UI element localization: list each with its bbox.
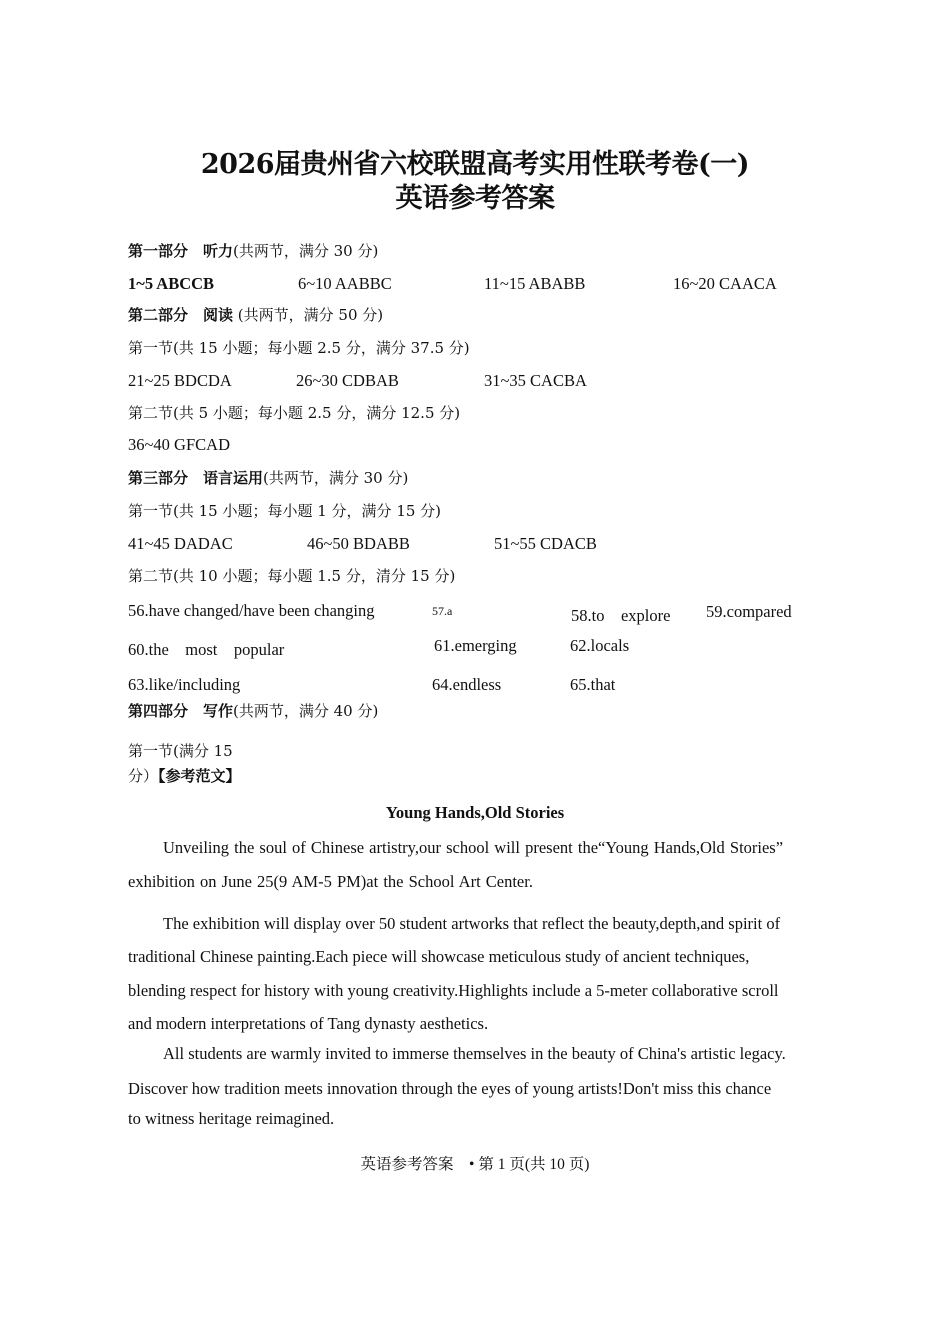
part3-heading: 第三部分 语言运用 (128, 469, 264, 487)
essay-line: blending respect for history with young creativity.Highlights include a 5-meter collaborative scroll (128, 981, 779, 1000)
fill-answer: 58.to explore (571, 606, 671, 625)
part2-header (128, 304, 383, 325)
answer-group: 21~25 BDCDA (128, 371, 232, 390)
answer-group: 36~40 GFCAD (128, 435, 230, 454)
part2-note: (共两节，满分 50 分) (233, 306, 384, 324)
answer-group: 31~35 CACBA (484, 371, 587, 390)
answer-group: 46~50 BDABB (307, 534, 410, 553)
answer-group: 1~5 ABCCB (128, 274, 215, 293)
page-footer: 英语参考答案 • 第 1 页(共 10 页) (360, 1156, 590, 1173)
essay-line: traditional Chinese painting.Each piece will showcase meticulous study of ancient techniques, (128, 947, 750, 966)
part2-section2-heading: 第二节(共 5 小题；每小题 2.5 分，满分 12.5 分) (128, 404, 461, 422)
essay-line: Discover how tradition meets innovation through the eyes of young artists!Don't miss this chance (128, 1079, 772, 1098)
part1-header (128, 240, 378, 261)
fill-answer: 56.have changed/have been changing (128, 601, 375, 620)
part3-section2-heading: 第二节(共 10 小题；每小题 1.5 分，清分 15 分) (128, 567, 456, 585)
answer-group: 6~10 AABBC (298, 274, 392, 293)
part4-heading: 第四部分 写作 (128, 702, 234, 720)
part2-section1-heading: 第一节(共 15 小题；每小题 2.5 分，满分 37.5 分) (128, 339, 470, 357)
part2-heading: 第二部分 阅读 (128, 306, 234, 324)
answer-group: 11~15 ABABB (484, 274, 586, 293)
fill-answer: 64.endless (432, 675, 502, 694)
fill-answer: 60.the most popular (128, 640, 285, 659)
answer-group: 16~20 CAACA (673, 274, 777, 293)
answer-group: 26~30 CDBAB (296, 371, 399, 390)
part4-header (128, 700, 378, 721)
fill-answer: 65.that (570, 675, 616, 694)
sample-essay-label: 【参考范文】 (158, 767, 241, 785)
essay-line: and modern interpretations of Tang dynasty aesthetics. (128, 1014, 489, 1033)
answer-group: 51~55 CDACB (494, 534, 597, 553)
essay-line: All students are warmly invited to immerse themselves in the beauty of China's artistic legacy. (163, 1044, 786, 1063)
part1-heading: 第一部分 听力 (128, 242, 234, 260)
doc-subtitle: 英语参考答案 (395, 183, 555, 214)
part3-note: (共两节，满分 30 分) (263, 469, 409, 487)
answer-group: 41~45 DADAC (128, 534, 233, 553)
part4-section1-cont (128, 765, 241, 786)
fill-answer: 62.locals (570, 636, 630, 655)
part4-note: (共两节，满分 40 分) (233, 702, 379, 720)
essay-line: to witness heritage reimagined. (128, 1109, 335, 1128)
fill-answer: 63.like/including (128, 675, 241, 694)
fill-answer: 57.a (432, 604, 453, 618)
part3-header (128, 467, 408, 488)
part1-note: (共两节，满分 30 分) (233, 242, 379, 260)
essay-line: The exhibition will display over 50 student artworks that reflect the beauty,depth,and spirit of (163, 914, 781, 933)
fill-answer: 61.emerging (434, 636, 517, 655)
fill-answer: 59.compared (706, 602, 792, 621)
part4-section1-line2: 分） (128, 767, 159, 785)
doc-title: 2026届贵州省六校联盟高考实用性联考卷(一) (200, 149, 750, 180)
essay-line: Unveiling the soul of Chinese artistry,our school will present the“Young Hands,Old Stories” (163, 838, 784, 857)
part4-section1-heading: 第一节(满分 15 (128, 742, 233, 760)
essay-line: exhibition on June 25(9 AM-5 PM)at the School Art Center. (128, 872, 533, 891)
part3-section1-heading: 第一节(共 15 小题；每小题 1 分，满分 15 分) (128, 502, 442, 520)
essay-title: Young Hands,Old Stories (385, 803, 565, 822)
